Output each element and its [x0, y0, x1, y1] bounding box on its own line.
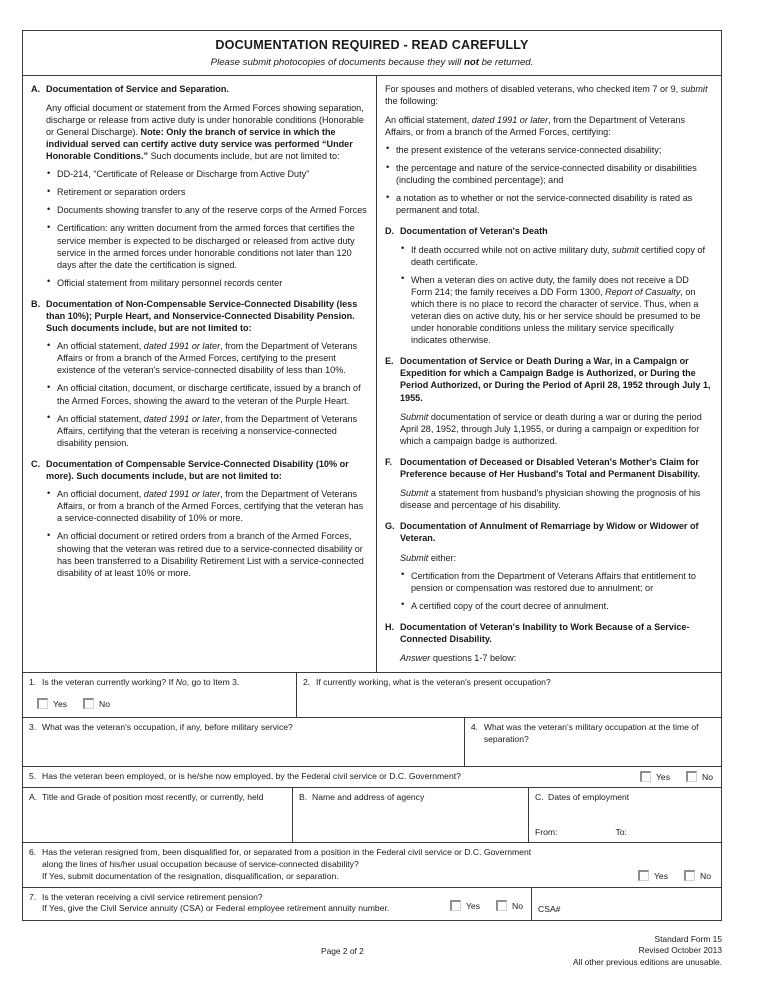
- left-section-b-bullet-0-run-1: dated 1991 or later: [143, 341, 221, 352]
- left-section-b: [31, 298, 367, 449]
- question-5c-prompt: Dates of employment: [548, 792, 630, 803]
- question-row-5: [23, 843, 721, 888]
- question-6-yes-checkbox[interactable]: [638, 870, 649, 881]
- question-2-cell[interactable]: [296, 673, 721, 717]
- header-subtitle-emphasis: not: [463, 57, 479, 69]
- right-section-d-body: [400, 225, 712, 346]
- question-row-2: [23, 718, 721, 767]
- left-section-c-bullet-1-run-0: An official document or retired orders from a branch of the Armed Forces, showing that the veteran was retired due to a service-connected disability or has been transferred to a Disability Retirement List with a service-connected disability of at least 10% or more.: [57, 531, 364, 578]
- right-section-g-heading-run-0: Documentation of Annulment of Remarriage by Widow or Widower of Veteran.: [399, 521, 699, 544]
- question-row-6: [23, 888, 721, 920]
- left-section-b-body: [46, 298, 367, 449]
- left-section-c-bullet-0-run-2: , from the Department of Veterans Affairs, or from a branch of the Armed Forces, certifying that the veteran has a service-connected disability of 10% or more.: [57, 489, 364, 524]
- documentation-columns: [23, 76, 721, 674]
- question-3-text: [29, 722, 458, 734]
- right-intro-paragraph-1-run-1: dated 1991 or later: [471, 114, 549, 125]
- left-section-a-bullet-4-run-0: Official statement from military personnel records center: [57, 277, 283, 288]
- right-section-f-heading-run-0: Documentation of Deceased or Disabled Veteran's Mother's Claim for Preference because of Her Husband's Total and Permanent Disability.: [399, 456, 700, 480]
- left-section-a-bullet-3-run-0: Certification: any written document from the armed forces that certifies the service member is expected to be discharged or released from active duty service in the armed forces under honorable conditions not later than 120 days after the date the certification is signed.: [57, 223, 355, 270]
- right-intro-paragraph-0-run-2: the following:: [384, 95, 439, 106]
- question-1-no-checkbox[interactable]: [83, 698, 94, 709]
- right-section-f-paragraph-0-run-1: a statement from husband's physician showing the prognosis of his disease and percentage of his disability.: [399, 488, 701, 511]
- right-section-h-heading-run-0: Documentation of Veteran's Inability to Work Because of a Service-Connected Disability.: [399, 621, 690, 644]
- right-section-g-bullet-1-run-0: A certified copy of the court decree of annulment.: [410, 600, 609, 611]
- header-subtitle-a: Please submit photocopies of documents because they will: [210, 57, 464, 69]
- question-row-4: [23, 788, 721, 843]
- left-section-a-bullet-1-run-0: Retirement or separation orders: [57, 187, 186, 198]
- right-section-g: [385, 520, 712, 612]
- right-section-h: [385, 621, 712, 664]
- question-4-cell[interactable]: [464, 718, 721, 766]
- right-section-d-bullet-1-run-0: When a veteran dies on active duty, the family does not receive a DD Form 214; the family receives a DD Form 1300,: [410, 274, 689, 297]
- right-intro-paragraph-1-run-2: , from the Department of Veterans Affairs, or from a branch of the Armed Forces, certifying:: [384, 114, 686, 137]
- form-box: [22, 30, 722, 921]
- question-3-number: 3.: [29, 722, 37, 733]
- question-2-prompt: If currently working, what is the veteran's present occupation?: [316, 677, 551, 688]
- employment-to-label: To:: [615, 827, 627, 838]
- form-editions-note: All other previous editions are unusable.: [573, 956, 722, 967]
- right-section-e-letter: E.: [384, 356, 394, 367]
- right-section-f: [385, 456, 712, 511]
- question-6-no-checkbox[interactable]: [684, 870, 695, 881]
- question-5-number: 5.: [29, 771, 37, 782]
- right-section-d-bullet-1-run-2: , on which there is no place to record the character of service. Thus, when a veteran dies on active duty, his or her service should be presumed to be under honorable conditions unless the military service specifically indicates otherwise.: [410, 286, 701, 346]
- question-1-yes-label: Yes: [53, 699, 68, 710]
- right-section-h-paragraph-0-run-0: Answer: [399, 653, 431, 664]
- left-column: [23, 76, 377, 673]
- question-5a-cell[interactable]: [23, 788, 292, 842]
- left-section-a-paragraph-0-run-0: Any official document or statement from the Armed Forces showing separation, discharge or release from active duty is under honorable conditions (Honorable or General Discharge).: [46, 102, 364, 137]
- question-5a-text: [29, 792, 286, 804]
- left-section-a-body: [46, 83, 367, 289]
- question-5-yes-checkbox[interactable]: [640, 771, 651, 782]
- question-6-no-label: No: [700, 870, 711, 881]
- left-section-c-heading: [46, 458, 367, 482]
- question-6-text: [29, 847, 715, 883]
- right-section-h-paragraph-0-run-1: questions 1-7 below:: [430, 653, 517, 664]
- question-7-yes-checkbox[interactable]: [450, 900, 461, 911]
- question-1-no-label: No: [99, 699, 111, 710]
- question-2-number: 2.: [303, 677, 311, 688]
- right-section-g-paragraph-0-run-0: Submit: [399, 552, 429, 563]
- right-intro-paragraph-0: [385, 83, 712, 107]
- right-section-e: [385, 355, 712, 447]
- left-section-b-bullet-2-run-1: dated 1991 or later: [143, 413, 221, 424]
- question-1-prompt-italic: No: [175, 677, 187, 688]
- left-section-b-bullet-2: [46, 413, 367, 449]
- form-revision-date: Revised October 2013: [638, 945, 722, 956]
- question-6-yes-label: Yes: [653, 870, 668, 881]
- header-subtitle: [29, 57, 715, 69]
- right-section-f-paragraph-0: [400, 480, 712, 511]
- question-6-prompt: [42, 847, 585, 883]
- left-section-c-bullet-0: [46, 488, 367, 530]
- question-5-checkbox-group: [640, 771, 713, 784]
- question-5b-number: B.: [299, 792, 308, 803]
- question-7-cell: [23, 888, 531, 920]
- left-section-a-heading: Documentation of Service and Separation.: [46, 83, 229, 94]
- question-6-line-3: If Yes, submit documentation of the resignation, disqualification, or separation.: [42, 870, 339, 881]
- right-section-e-paragraph-0-run-0: Submit: [399, 411, 429, 422]
- right-column: [377, 76, 721, 673]
- question-7-no-label: No: [512, 900, 523, 911]
- question-4-number: 4.: [470, 722, 479, 733]
- question-2-text: [303, 677, 715, 689]
- right-section-g-paragraph-0: [400, 545, 712, 564]
- right-section-h-body: [400, 621, 712, 664]
- right-intro-bullet-0: [385, 144, 712, 162]
- right-section-d-heading: [400, 225, 712, 237]
- question-7-checkbox-group: [450, 900, 523, 913]
- left-section-b-bullet-list: [46, 334, 367, 449]
- question-5-yes-label: Yes: [655, 772, 670, 783]
- right-intro-bullet-2-run-0: a notation as to whether or not the service-connected disability is rated as permanent and total.: [395, 193, 693, 216]
- question-5c-number: C.: [535, 792, 544, 803]
- question-5a-number: A.: [29, 792, 38, 803]
- left-section-b-bullet-1-run-0: An official citation, document, or discharge certificate, issued by a branch of the Armed Forces, showing the award to the veteran of the Purple Heart.: [57, 383, 361, 406]
- left-section-c: [31, 458, 367, 579]
- question-row-3: [23, 767, 721, 788]
- left-section-a-bullet-0: [46, 168, 367, 186]
- csa-label: CSA#: [538, 903, 561, 914]
- right-section-d-bullet-0-run-0: If death occurred while not on active military duty,: [410, 244, 612, 255]
- left-section-a-bullet-3: [46, 222, 367, 276]
- employment-from-label: From:: [535, 827, 558, 838]
- right-section-h-letter: H.: [384, 621, 395, 632]
- right-intro-paragraph-1-run-0: An official statement,: [384, 114, 472, 125]
- left-section-a-paragraph-0: [46, 95, 367, 162]
- left-section-a-bullet-2-run-0: Documents showing transfer to any of the reserve corps of the Armed Forces: [57, 205, 367, 216]
- left-section-b-bullet-0-run-2: , from the Department of Veterans Affairs or from a branch of the Armed Forces, certifying to the present existence of the veteran's service-connected disability of less than 10%.: [57, 341, 358, 376]
- question-6-number: 6.: [29, 847, 37, 858]
- question-1-prompt-a: Is the veteran currently working? If: [42, 677, 176, 688]
- question-5a-prompt: Title and Grade of position most recently, or currently, held: [42, 792, 264, 803]
- right-section-f-heading: [400, 456, 712, 480]
- question-3-prompt: What was the veteran's occupation, if any, before military service?: [42, 722, 293, 733]
- question-3-cell[interactable]: [23, 718, 464, 766]
- question-5-cell: [23, 767, 721, 787]
- right-section-g-bullet-0-run-0: Certification from the Department of Veterans Affairs that entitlement to pension or compensation was restored due to annulment; or: [410, 570, 696, 593]
- question-5-text: [29, 771, 715, 783]
- csa-number-cell[interactable]: [531, 888, 721, 920]
- question-1-yes-checkbox[interactable]: [37, 698, 48, 709]
- question-5b-text: [299, 792, 522, 804]
- question-5c-text: [535, 792, 715, 804]
- question-5b-prompt: Name and address of agency: [312, 792, 425, 803]
- left-section-a: [31, 83, 367, 289]
- question-row-1: [23, 673, 721, 718]
- right-intro-bullet-2: [385, 192, 712, 216]
- form-name: Standard Form 15: [654, 934, 722, 944]
- right-section-d-bullet-0-run-2: certified copy of death certificate.: [410, 244, 705, 267]
- left-section-b-bullet-2-run-2: , from the Department of Veterans Affairs, certifying that the veteran is receiving a nonservice-connected disability pension.: [57, 413, 358, 448]
- question-1-text: [29, 677, 290, 689]
- right-intro-paragraph-0-run-0: For spouses and mothers of disabled veterans, who checked item 7 or 9,: [384, 83, 681, 94]
- left-section-a-bullet-list: [46, 162, 367, 289]
- right-intro-bullet-0-run-0: the present existence of the veterans service-connected disability;: [395, 144, 662, 155]
- right-section-d-bullet-0-run-1: submit: [611, 244, 639, 255]
- question-1-cell: [23, 673, 296, 717]
- left-section-b-heading-run-1: Such documents include, but are not limited to:: [46, 323, 252, 334]
- left-section-c-bullet-0-run-1: dated 1991 or later: [143, 489, 221, 500]
- question-4-text: [471, 722, 715, 746]
- question-5-no-checkbox[interactable]: [686, 771, 697, 782]
- left-section-c-letter: C.: [31, 458, 41, 469]
- question-6-line-1: Has the veteran resigned from, been disqualified for, or separated from a position in the Federal civil service or D.C. Government: [42, 847, 532, 858]
- question-1-number: 1.: [29, 677, 37, 688]
- question-5b-cell[interactable]: [292, 788, 528, 842]
- employment-dates: [535, 827, 627, 839]
- left-section-b-heading-run-0: Documentation of Non-Compensable Service-Connected Disability (less than 10%); Purple Heart, and Nonservice-Connected Disability Pension.: [46, 298, 358, 322]
- left-section-a-paragraph-0-run-1: Note: Only the branch of service in which the individual served can certify active duty service was performed “Under Honorable Conditions.”: [46, 126, 353, 162]
- left-section-c-bullet-list: [46, 482, 367, 579]
- left-section-c-body: [46, 458, 367, 579]
- question-4-prompt: What was the veteran's military occupation at the time of separation?: [483, 722, 699, 745]
- right-section-e-paragraph-0-run-1: documentation of service or death during a war or during the period April 28, 1952, through July 1,1955, or during a campaign or expedition for which a campaign badge is authorized.: [399, 411, 702, 446]
- page-number: Page 2 of 2: [321, 946, 364, 956]
- left-section-c-bullet-0-run-0: An official document,: [57, 489, 144, 500]
- right-section-e-body: [400, 355, 712, 447]
- left-section-b-bullet-0-run-0: An official statement,: [57, 341, 144, 352]
- right-intro-paragraph-0-run-1: submit: [680, 83, 708, 94]
- right-section-h-heading: [400, 621, 712, 645]
- right-section-d-letter: D.: [384, 226, 395, 237]
- right-section-g-bullet-0: [400, 570, 712, 600]
- right-section-d-bullet-0: [400, 244, 712, 274]
- left-section-b-bullet-1: [46, 382, 367, 412]
- left-section-b-bullet-0: [46, 340, 367, 382]
- question-7-no-checkbox[interactable]: [496, 900, 507, 911]
- right-section-f-body: [400, 456, 712, 511]
- left-section-a-letter: A.: [31, 83, 41, 94]
- right-section-d-heading-run-0: Documentation of Veteran's Death: [399, 226, 548, 237]
- question-5c-cell[interactable]: [528, 788, 721, 842]
- question-5-prompt: Has the veteran been employed, or is he/she now employed, by the Federal civil service or D.C. Government?: [42, 771, 461, 782]
- right-section-d-bullet-1-run-1: Report of Casualty: [605, 286, 681, 297]
- form-header: [23, 31, 721, 76]
- right-intro-bullet-list: [385, 138, 712, 216]
- left-section-a-bullet-0-run-0: DD-214, “Certificate of Release or Discharge from Active Duty”: [57, 169, 310, 180]
- question-7-number: 7.: [29, 891, 37, 902]
- left-section-c-heading-run-1: Such documents include, but are not limited to:: [73, 471, 282, 482]
- left-section-b-bullet-2-run-0: An official statement,: [57, 413, 144, 424]
- left-section-a-bullet-1: [46, 186, 367, 204]
- right-section-g-letter: G.: [384, 521, 395, 532]
- form-identification: [573, 934, 722, 968]
- question-7-line-2: If Yes, give the Civil Service annuity (CSA) or Federal employee retirement annuity number.: [42, 903, 390, 914]
- left-section-b-heading: [46, 298, 367, 334]
- question-5-no-label: No: [702, 772, 713, 783]
- question-7-yes-label: Yes: [465, 900, 480, 911]
- question-6-cell: [23, 843, 721, 887]
- question-6-line-2: along the lines of his/her usual occupation because of service-connected disability?: [42, 858, 359, 869]
- question-7-line-1: Is the veteran receiving a civil service retirement pension?: [42, 891, 263, 902]
- right-section-g-bullet-list: [400, 564, 712, 612]
- right-section-g-bullet-1: [400, 600, 712, 612]
- left-section-a-paragraph-0-run-2: Such documents include, but are not limited to:: [148, 151, 340, 162]
- question-1-prompt: [42, 677, 290, 689]
- right-section-e-heading-run-0: Documentation of Service or Death During a War, in a Campaign or Expedition for which a Campaign Badge is Authorized, or During the Period Authorized, or During the Period of April 28, 1952 through July 1, 1955.: [399, 356, 711, 403]
- left-section-b-letter: B.: [31, 298, 41, 309]
- right-section-g-body: [400, 520, 712, 612]
- right-section-g-heading: [400, 520, 712, 544]
- right-intro-block: [385, 83, 712, 217]
- right-section-f-paragraph-0-run-0: Submit: [399, 488, 429, 499]
- header-subtitle-b: be returned.: [478, 57, 534, 69]
- right-section-d: [385, 225, 712, 346]
- page-title: DOCUMENTATION REQUIRED - READ CAREFULLY: [215, 38, 529, 52]
- right-section-d-bullet-list: [400, 238, 712, 347]
- left-section-a-bullet-2: [46, 204, 367, 222]
- question-1-checkbox-group: [37, 698, 126, 711]
- right-section-e-paragraph-0: [400, 404, 712, 447]
- question-6-checkbox-group: [638, 870, 711, 883]
- left-section-c-bullet-1: [46, 530, 367, 578]
- right-intro-paragraph-1: [385, 107, 712, 138]
- question-1-prompt-b: , go to Item 3.: [186, 677, 240, 688]
- question-7-prompt: [42, 892, 425, 916]
- right-section-e-heading: [400, 355, 712, 403]
- left-section-c-heading-run-0: Documentation of Compensable Service-Connected Disability (10% or more).: [46, 458, 349, 482]
- right-section-d-bullet-1: [400, 274, 712, 347]
- right-intro-bullet-1-run-0: the percentage and nature of the service-connected disability or disabilities (including the combined percentage); and: [395, 163, 697, 186]
- right-section-h-paragraph-0: [400, 645, 712, 664]
- right-intro-bullet-1: [385, 162, 712, 192]
- right-section-f-letter: F.: [384, 456, 393, 467]
- right-section-g-paragraph-0-run-1: either:: [428, 552, 457, 563]
- left-section-a-bullet-4: [46, 277, 367, 289]
